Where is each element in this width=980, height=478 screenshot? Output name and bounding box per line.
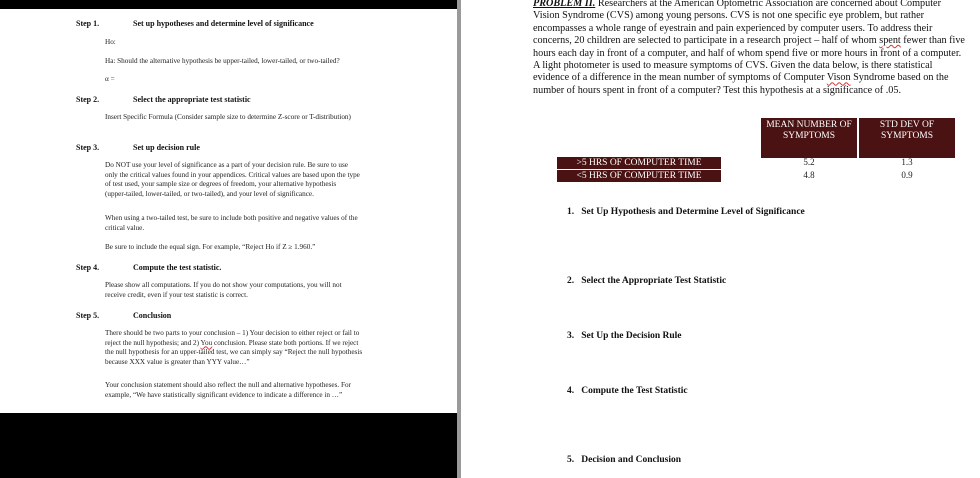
step-2-title: Select the appropriate test statistic	[133, 95, 251, 104]
text-fragment: concerns, 20 children are selected to participate in a research project – half of whom	[533, 35, 880, 47]
text-line: hours each day in front of a computer, and half of whom spend five or more hours in front of a computer.	[533, 47, 962, 59]
text-line: A light photometer is used to measure symptoms of CVS. Given the data below, is there statistical	[533, 60, 933, 72]
text-line: example, “We have statistically significant evidence to indicate a difference in …”	[105, 390, 343, 399]
text-line: When using a two-tailed test, be sure to include both positive and negative values of the	[105, 214, 358, 222]
text-line: number of hours spent in front of a computer? Test this hypothesis at a significance of .05.	[533, 84, 902, 96]
step-3-para-3: Be sure to include the equal sign. For example, “Reject Ho if Z ≥ 1.960.”	[105, 243, 316, 251]
text-line: because XXX value is greater than YYY value…”	[105, 357, 250, 366]
text-line: only the critical values found in your appendices. Critical values are based upon the type	[105, 170, 360, 179]
row-2-mean: 4.8	[803, 170, 815, 180]
text-line: receive credit, even if your test statistic is correct.	[105, 290, 248, 299]
task-label: Select the Appropriate Test Statistic	[581, 276, 727, 286]
task-1	[567, 207, 805, 217]
step-5-label: Step 5.	[76, 311, 100, 320]
task-4	[567, 386, 688, 396]
step-5-para-1	[105, 329, 362, 367]
text-line: critical value.	[105, 223, 145, 232]
step-1-alpha: α =	[105, 75, 115, 83]
row-1-mean: 5.2	[803, 157, 815, 167]
step-2-label: Step 2.	[76, 95, 100, 104]
text-line: Your conclusion statement should also reflect the null and alternative hypotheses. For	[105, 381, 351, 389]
text-fragment: conclusion. Please state both portions. If we reject	[212, 338, 359, 347]
step-5-title: Conclusion	[133, 311, 172, 320]
header-mean-symptoms	[761, 118, 857, 158]
text-line	[533, 0, 979, 10]
step-2-text: Insert Specific Formula (Consider sample size to determine Z-score or T-distribution)	[105, 113, 351, 121]
text-line: Vision Syndrome (CVS) among young persons. CVS is not one specific eye problem, but rather	[533, 10, 924, 22]
task-label: Set Up Hypothesis and Determine Level of Significance	[581, 207, 805, 217]
header-line: STD DEV OF	[879, 120, 935, 130]
row-label-under-5-hours: <5 HRS OF COMPUTER TIME	[557, 170, 721, 182]
header-line: SYMPTOMS	[880, 131, 934, 141]
step-3-para-1	[105, 161, 360, 199]
task-3	[567, 331, 682, 341]
task-label: Compute the Test Statistic	[581, 386, 688, 396]
header-line: MEAN NUMBER OF	[766, 120, 852, 130]
task-label: Decision and Conclusion	[581, 455, 682, 465]
header-std-dev	[859, 118, 955, 158]
text-line	[533, 35, 979, 47]
task-label: Set Up the Decision Rule	[581, 331, 682, 341]
text-line: There should be two parts to your conclusion – 1) Your decision to either reject or fail to	[105, 329, 360, 337]
step-4-title: Compute the test statistic.	[133, 263, 222, 272]
text-line: Please show all computations. If you do not show your computations, you will not	[105, 281, 342, 289]
task-2	[567, 276, 726, 286]
row-label-over-5-hours: >5 HRS OF COMPUTER TIME	[557, 157, 721, 169]
task-number: 4.	[567, 386, 575, 396]
text-line: Do NOT use your level of significance as a part of your decision rule. Be sure to use	[105, 161, 348, 169]
text-line	[533, 72, 979, 84]
header-line: SYMPTOMS	[782, 131, 836, 141]
step-3-label: Step 3.	[76, 143, 100, 152]
task-number: 5.	[567, 455, 575, 465]
text-fragment: evidence of a difference in the mean number of symptoms of Computer	[533, 72, 827, 84]
problem-heading: PROBLEM II.	[533, 0, 596, 9]
task-5	[567, 455, 681, 465]
left-document-page	[0, 0, 457, 478]
row-2-std: 0.9	[901, 170, 913, 180]
task-number: 1.	[567, 207, 575, 217]
spellcheck-word: spent	[879, 35, 901, 47]
spellcheck-word: Vison	[826, 72, 851, 84]
bottom-black-area	[0, 413, 457, 478]
task-number: 3.	[567, 331, 575, 341]
top-black-bar	[0, 0, 457, 9]
task-number: 2.	[567, 276, 575, 286]
step-4-label: Step 4.	[76, 263, 100, 272]
text-fragment: Researchers at the American Optometric Association are concerned about Computer	[595, 0, 941, 9]
step-1-ho: Ho:	[105, 38, 116, 46]
step-3-title: Set up decision rule	[133, 143, 200, 152]
step-4-text	[105, 281, 342, 300]
step-3-para-2	[105, 214, 358, 233]
right-document-page	[461, 0, 980, 478]
step-1-label: Step 1.	[76, 19, 100, 28]
spellcheck-word: You	[200, 338, 213, 347]
problem-statement	[533, 0, 979, 97]
text-fragment: reject the null hypothesis; and 2)	[105, 338, 201, 347]
row-1-std: 1.3	[901, 157, 913, 167]
step-1-title: Set up hypotheses and determine level of significance	[133, 19, 314, 28]
step-5-para-2	[105, 381, 351, 400]
text-fragment: Syndrome based on the	[850, 72, 949, 84]
text-line	[105, 339, 362, 349]
text-line: encompasses a whole range of eyestrain and pain experienced by computer users. To address their	[533, 22, 933, 34]
text-line: the null hypothesis for an upper-tailed test, we can simply say “Reject the null hypothesis	[105, 348, 363, 357]
text-line: (upper-tailed, lower-tailed, or two-tailed), and your level of significance.	[105, 189, 314, 198]
step-1-ha: Ha: Should the alternative hypothesis be upper-tailed, lower-tailed, or two-tailed?	[105, 57, 340, 65]
text-line: of test used, your sample size or degrees of freedom, your alternative hypothesis	[105, 180, 337, 189]
text-fragment: fewer than five	[900, 35, 965, 47]
